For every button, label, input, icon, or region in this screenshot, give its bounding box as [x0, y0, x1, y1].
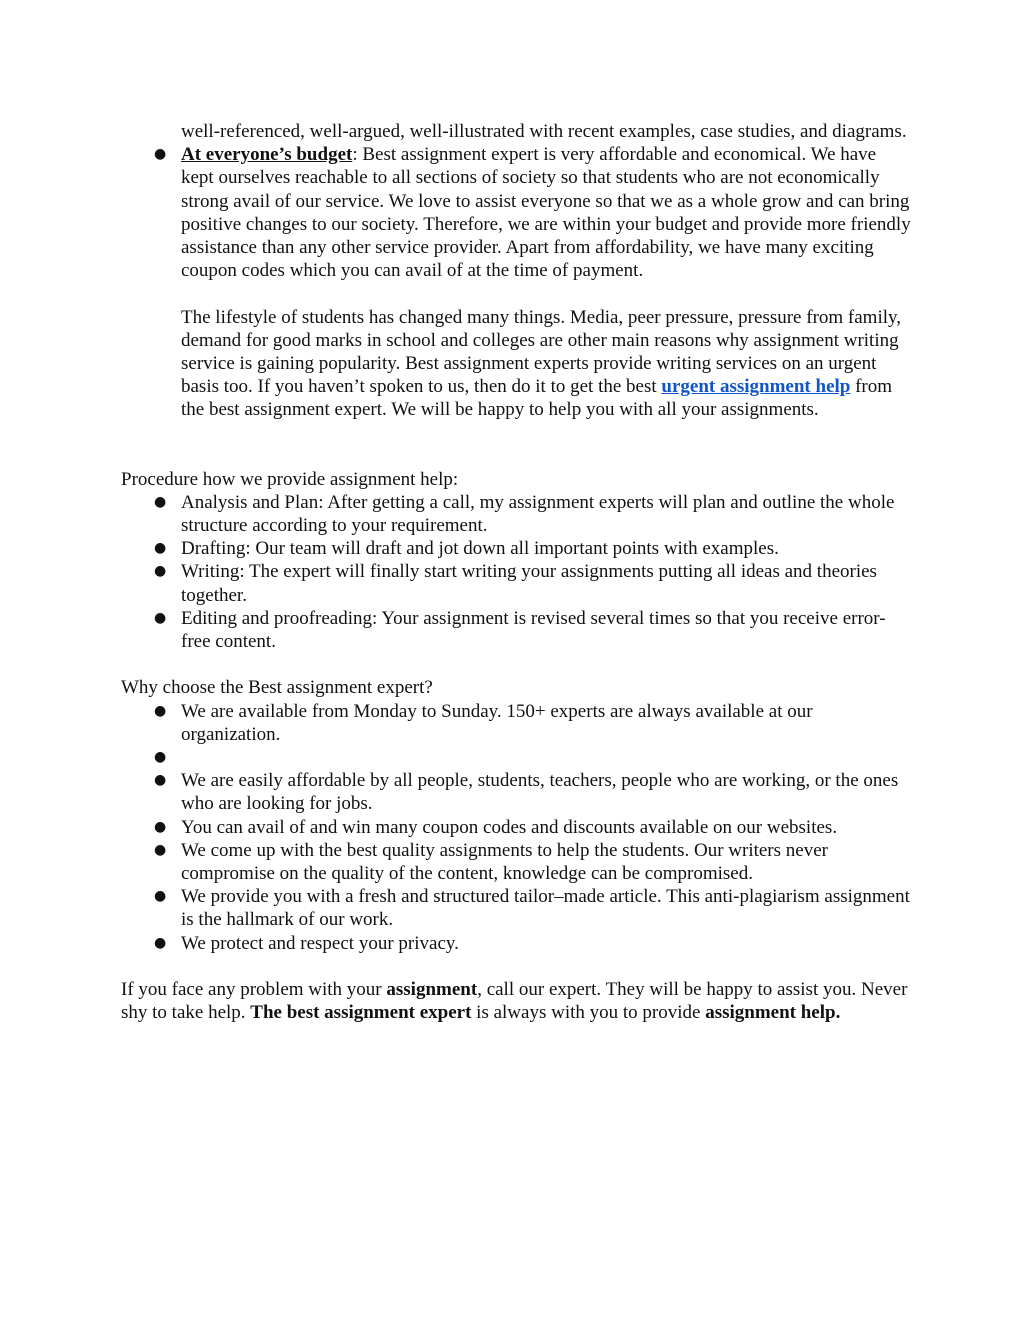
closing-text-3: is always with you to provide [471, 1002, 706, 1024]
why-choose-list [121, 700, 911, 955]
closing-text-1: If you face any problem with your [121, 979, 387, 1001]
bullet-icon: ● [154, 934, 167, 951]
document-body [121, 120, 911, 1024]
list-item-text: You can avail of and win many coupon codes and discounts available on our websites. [181, 816, 838, 838]
bullet-icon: ● [154, 749, 167, 766]
list-item [121, 885, 911, 931]
spacer [121, 282, 911, 305]
lifestyle-text-before: The lifestyle of students has changed many things. Media, peer pressure, pressure from family, demand for good marks in school and colleges are other main reasons why assignment writing service is gaining popularity. Best assignment experts provide writing services on an urgent basis too. If you haven’t spoken to us, then do it to get the best [181, 306, 902, 398]
budget-list-item [121, 143, 911, 282]
list-item [121, 491, 911, 537]
spacer [121, 955, 911, 978]
bullet-icon: ● [154, 772, 167, 789]
list-item-text: Drafting: Our team will draft and jot down all important points with examples. [181, 538, 779, 560]
list-item [121, 607, 911, 653]
closing-text-2: , call our expert. They will be happy to assist you. Never shy to take help. [121, 979, 908, 1024]
list-item [121, 700, 911, 746]
list-item-text: We protect and respect your privacy. [181, 932, 459, 954]
bullet-icon: ● [154, 702, 167, 719]
list-item [121, 839, 911, 885]
intro-continuation [121, 120, 911, 143]
list-item-text: We come up with the best quality assignments to help the students. Our writers never compromise on the quality of the content, knowledge can be compromised. [181, 839, 828, 885]
spacer [121, 653, 911, 676]
bullet-icon: ● [154, 841, 167, 858]
budget-text: : Best assignment expert is very affordable and economical. We have kept ourselves reachable to all sections of society so that students who are not economically strong avail of our service. We love to assist everyone so that we as a whole grow and can bring positive changes to our society. Therefore, we are within your budget and provide more friendly assistance than any other service provider. Apart from affordability, we have many exciting coupon codes which you can avail of at the time of payment. [181, 144, 911, 282]
closing-bold-1: assignment [386, 979, 478, 1001]
why-choose-heading: Why choose the Best assignment expert? [121, 677, 433, 699]
list-item-text: Editing and proofreading: Your assignment is revised several times so that you receive error-free content. [181, 607, 886, 653]
list-item [121, 537, 911, 560]
intro-continuation-text: well-referenced, well-argued, well-illustrated with recent examples, case studies, and diagrams. [181, 121, 907, 142]
closing-bold-2: The best assignment expert [250, 1002, 472, 1024]
list-item-text: We are available from Monday to Sunday. 150+ experts are always available at our organization. [181, 700, 813, 745]
procedure-list [121, 491, 911, 653]
lifestyle-paragraph [121, 306, 911, 422]
list-item-text: Analysis and Plan: After getting a call, my assignment experts will plan and outline the whole structure according to your requirement. [181, 491, 895, 537]
bullet-icon: ● [154, 146, 167, 163]
bullet-icon: ● [154, 888, 167, 905]
list-item [121, 560, 911, 606]
bullet-icon: ● [154, 540, 167, 557]
procedure-heading: Procedure how we provide assignment help: [121, 468, 459, 490]
bullet-icon: ● [154, 609, 167, 626]
closing-paragraph [121, 978, 911, 1024]
urgent-assignment-help-link[interactable]: urgent assignment help [661, 376, 851, 398]
list-item-text: Writing: The expert will finally start writing your assignments putting all ideas and theories together. [181, 561, 877, 606]
list-item [121, 932, 911, 955]
list-item-text: We are easily affordable by all people, students, teachers, people who are working, or the ones who are looking for jobs. [181, 770, 899, 815]
list-item [121, 769, 911, 815]
bullet-icon: ● [154, 563, 167, 580]
list-item-text: We provide you with a fresh and structured tailor–made article. This anti-plagiarism assignment is the hallmark of our work. [181, 886, 910, 931]
spacer [121, 422, 911, 468]
lifestyle-text-after: from the best assignment expert. We will be happy to help you with all your assignments. [181, 376, 893, 421]
closing-bold-3: assignment help. [705, 1002, 841, 1024]
list-item [121, 816, 911, 839]
list-item-empty [121, 746, 911, 769]
bullet-icon: ● [154, 818, 167, 835]
bullet-icon: ● [154, 493, 167, 510]
budget-heading: At everyone’s budget [181, 144, 353, 166]
